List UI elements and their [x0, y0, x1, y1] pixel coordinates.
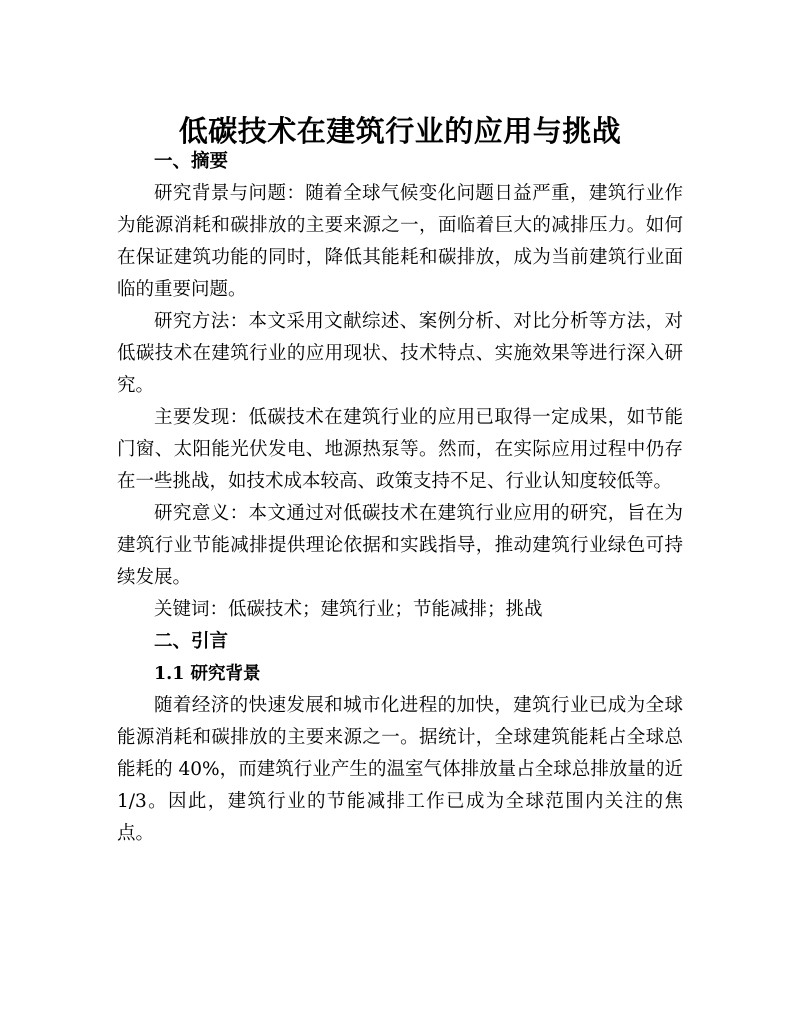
abstract-background-paragraph: 研究背景与问题：随着全球气候变化问题日益严重，建筑行业作为能源消耗和碳排放的主要来源之一，面临着巨大的减排压力。如何在保证建筑功能的同时，降低其能耗和碳排放，成为当前建筑行业面临的重要问题。 — [117, 183, 683, 300]
document-body — [117, 146, 683, 850]
section-heading-abstract: 一、摘要 — [154, 151, 229, 172]
abstract-method-paragraph: 研究方法：本文采用文献综述、案例分析、对比分析等方法，对低碳技术在建筑行业的应用现状、技术特点、实施效果等进行深入研究。 — [117, 311, 683, 396]
keywords-line: 关键词：低碳技术；建筑行业；节能减排；挑战 — [154, 599, 543, 620]
abstract-findings-paragraph: 主要发现：低碳技术在建筑行业的应用已取得一定成果，如节能门窗、太阳能光伏发电、地源热泵等。然而，在实际应用过程中仍存在一些挑战，如技术成本较高、政策支持不足、行业认知度较低等。 — [117, 407, 683, 492]
section-heading-introduction: 二、引言 — [154, 631, 229, 652]
abstract-significance-paragraph: 研究意义：本文通过对低碳技术在建筑行业应用的研究，旨在为建筑行业节能减排提供理论依据和实践指导，推动建筑行业绿色可持续发展。 — [117, 503, 683, 588]
introduction-paragraph: 随着经济的快速发展和城市化进程的加快，建筑行业已成为全球能源消耗和碳排放的主要来源之一。据统计，全球建筑能耗占全球总能耗的 40%，而建筑行业产生的温室气体排放量占全球总排放量的近 1/3。因此，建筑行业的节能减排工作已成为全球范围内关注的焦点。 — [117, 695, 683, 844]
subsection-heading-research-background: 1.1 研究背景 — [154, 664, 261, 684]
document-title: 低碳技术在建筑行业的应用与挑战 — [178, 114, 622, 149]
